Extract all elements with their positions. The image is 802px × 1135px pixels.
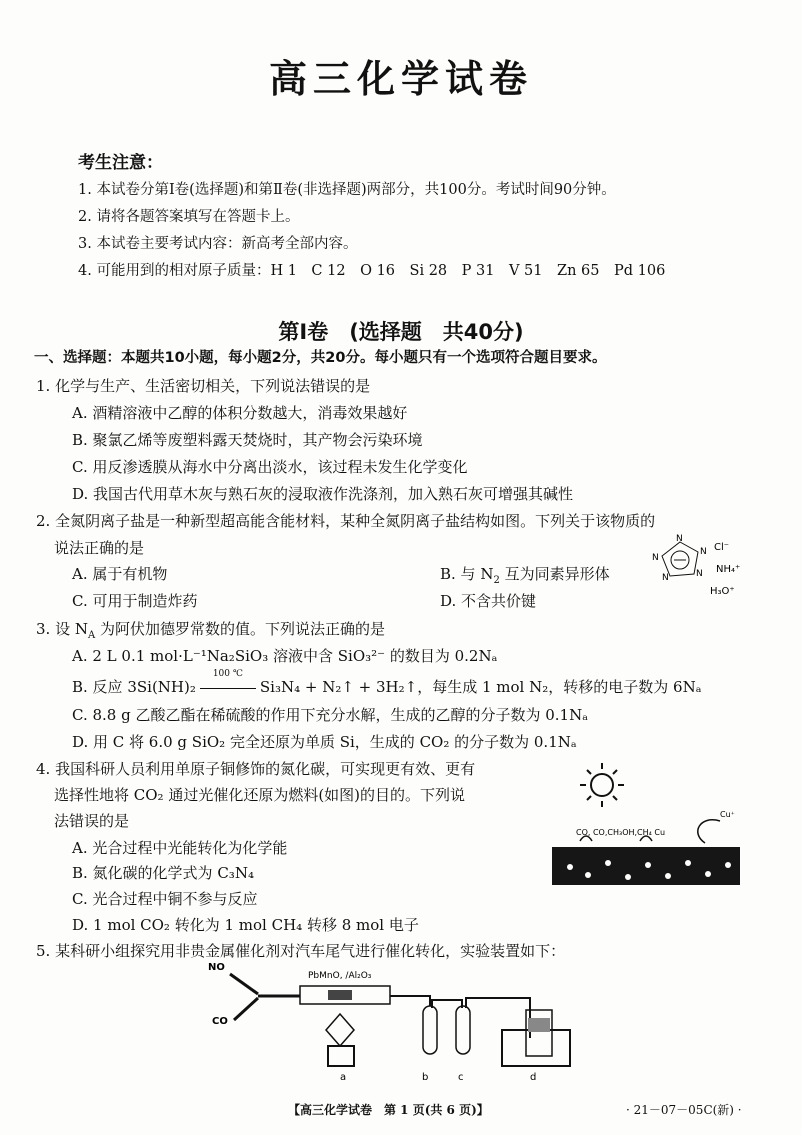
q2-option-a: A. 属于有机物	[72, 565, 168, 583]
q3-stem-sub: A	[87, 630, 96, 641]
q2-option-b	[440, 563, 610, 586]
q2-option-b-sub: 2	[493, 575, 500, 586]
label-a: a	[340, 1072, 347, 1083]
q4-stem-line2: 选择性地将 CO₂ 通过光催化还原为燃料(如图)的目的。下列说	[54, 786, 466, 804]
q1-option-b: B. 聚氯乙烯等废塑料露天焚烧时，其产物会污染环境	[72, 431, 423, 449]
q2-option-b-post: 互为同素异形体	[499, 565, 610, 583]
ring-n-label: N	[662, 573, 669, 583]
label-c: c	[458, 1072, 464, 1083]
q2-option-c: C. 可用于制造炸药	[72, 592, 198, 610]
notice-item-2: 2. 请将各题答案填写在答题卡上。	[78, 209, 300, 225]
notice-item-4: 4. 可能用到的相对原子质量：H 1 C 12 O 16 Si 28 P 31 V 51 Zn 65 Pd 106	[78, 263, 666, 279]
q2-stem-line2: 说法正确的是	[54, 539, 145, 557]
footer-page-info: 【高三化学试卷 第 1 页(共 6 页)】	[288, 1103, 489, 1117]
q4-option-b: B. 氮化碳的化学式为 C₃N₄	[72, 864, 254, 882]
q2-stem-line1: 2. 全氮阴离子盐是一种新型超高能含能材料，某种全氮阴离子盐结构如图。下列关于该物质的	[36, 512, 656, 530]
ring-n-label: N	[700, 547, 707, 557]
ring-n-label: N	[652, 553, 659, 563]
q5-stem: 5. 某科研小组探究用非贵金属催化剂对汽车尾气进行催化转化，实验装置如下：	[36, 942, 566, 960]
catalyst-label: PbMnO, /Al₂O₃	[308, 971, 372, 981]
q3-option-a: A. 2 L 0.1 mol·L⁻¹Na₂SiO₃ 溶液中含 SiO₃²⁻ 的数目为 0.2Nₐ	[72, 647, 498, 665]
part-one-instructions: 一、选择题：本题共10小题，每小题2分，共20分。每小题只有一个选项符合题目要求。	[34, 350, 607, 366]
cu-ion-label: Cu⁺	[720, 810, 735, 819]
q1-option-c: C. 用反渗透膜从海水中分离出淡水，该过程未发生化学变化	[72, 458, 468, 476]
q2-option-b-pre: B. 与 N	[440, 565, 494, 583]
label-b: b	[422, 1072, 429, 1083]
lamp-a	[328, 1046, 354, 1066]
water-trough-d	[502, 1030, 570, 1066]
section-title: 第Ⅰ卷 (选择题 共40分)	[278, 320, 524, 344]
h3o-ion-label: H₃O⁺	[710, 586, 735, 597]
q3-option-c: C. 8.8 g 乙酸乙酯在稀硫酸的作用下充分水解，生成的乙醇的分子数为 0.1Nₐ	[72, 706, 589, 724]
label-d: d	[530, 1072, 537, 1083]
q3-option-b-post: Si₃N₄ + N₂↑ + 3H₂↑，每生成 1 mol N₂，转移的电子数为 6Nₐ	[259, 678, 702, 696]
q2-structure-figure	[650, 530, 770, 602]
reaction-arrow	[196, 669, 260, 697]
q4-option-c: C. 光合过程中铜不参与反应	[72, 890, 258, 908]
cl-ion-label: Cl⁻	[714, 542, 730, 553]
tube-b	[423, 1006, 437, 1054]
q1-stem: 1. 化学与生产、生活密切相关，下列说法错误的是	[36, 377, 371, 395]
ring-n-label: N	[676, 534, 683, 544]
reaction-condition: 100 ℃	[212, 669, 243, 679]
notice-item-3: 3. 本试卷主要考试内容：新高考全部内容。	[78, 236, 358, 252]
q4-photocatalysis-figure	[550, 755, 750, 890]
nh4-ion-label: NH₄⁺	[716, 564, 741, 575]
q3-option-d: D. 用 C 将 6.0 g SiO₂ 完全还原为单质 Si，生成的 CO₂ 的分子数为 0.1Nₐ	[72, 733, 577, 751]
notice-item-1: 1. 本试卷分第Ⅰ卷(选择题)和第Ⅱ卷(非选择题)两部分，共100分。考试时间90分钟。	[78, 182, 616, 198]
q3-stem	[36, 618, 385, 641]
no-gas-label: NO	[208, 962, 225, 973]
q3-stem-post: 为阿伏加德罗常数的值。下列说法正确的是	[95, 620, 385, 638]
q3-option-b-pre: B. 反应 3Si(NH)₂	[72, 678, 196, 696]
q4-stem-line1: 4. 我国科研人员利用单原子铜修饰的氮化碳，可实现更有效、更有	[36, 760, 476, 778]
q4-option-d: D. 1 mol CO₂ 转化为 1 mol CH₄ 转移 8 mol 电子	[72, 916, 419, 934]
product-labels: CO, CO,CH₃OH,CH₄ Cu	[576, 828, 666, 837]
q4-option-a: A. 光合过程中光能转化为化学能	[72, 839, 288, 857]
q5-apparatus-figure	[200, 958, 600, 1088]
q1-option-a: A. 酒精溶液中乙醇的体积分数越大，消毒效果越好	[72, 404, 408, 422]
ring-n-label: N	[696, 569, 703, 579]
notice-heading: 考生注意：	[78, 153, 163, 173]
burner-flame	[326, 1014, 354, 1046]
q3-option-b	[72, 669, 702, 697]
q4-stem-line3: 法错误的是	[54, 812, 130, 830]
q2-option-d: D. 不含共价键	[440, 592, 537, 610]
q1-option-d: D. 我国古代用草木灰与熟石灰的浸取液作洗涤剂，加入熟石灰可增强其碱性	[72, 485, 574, 503]
q3-stem-pre: 3. 设 N	[36, 620, 88, 638]
co-gas-label: CO	[212, 1016, 228, 1027]
footer-code: · 21－07－05C(新) ·	[626, 1103, 742, 1117]
page-title: 高三化学试卷	[268, 57, 533, 101]
tube-c	[456, 1006, 470, 1054]
sun-icon	[580, 763, 624, 807]
